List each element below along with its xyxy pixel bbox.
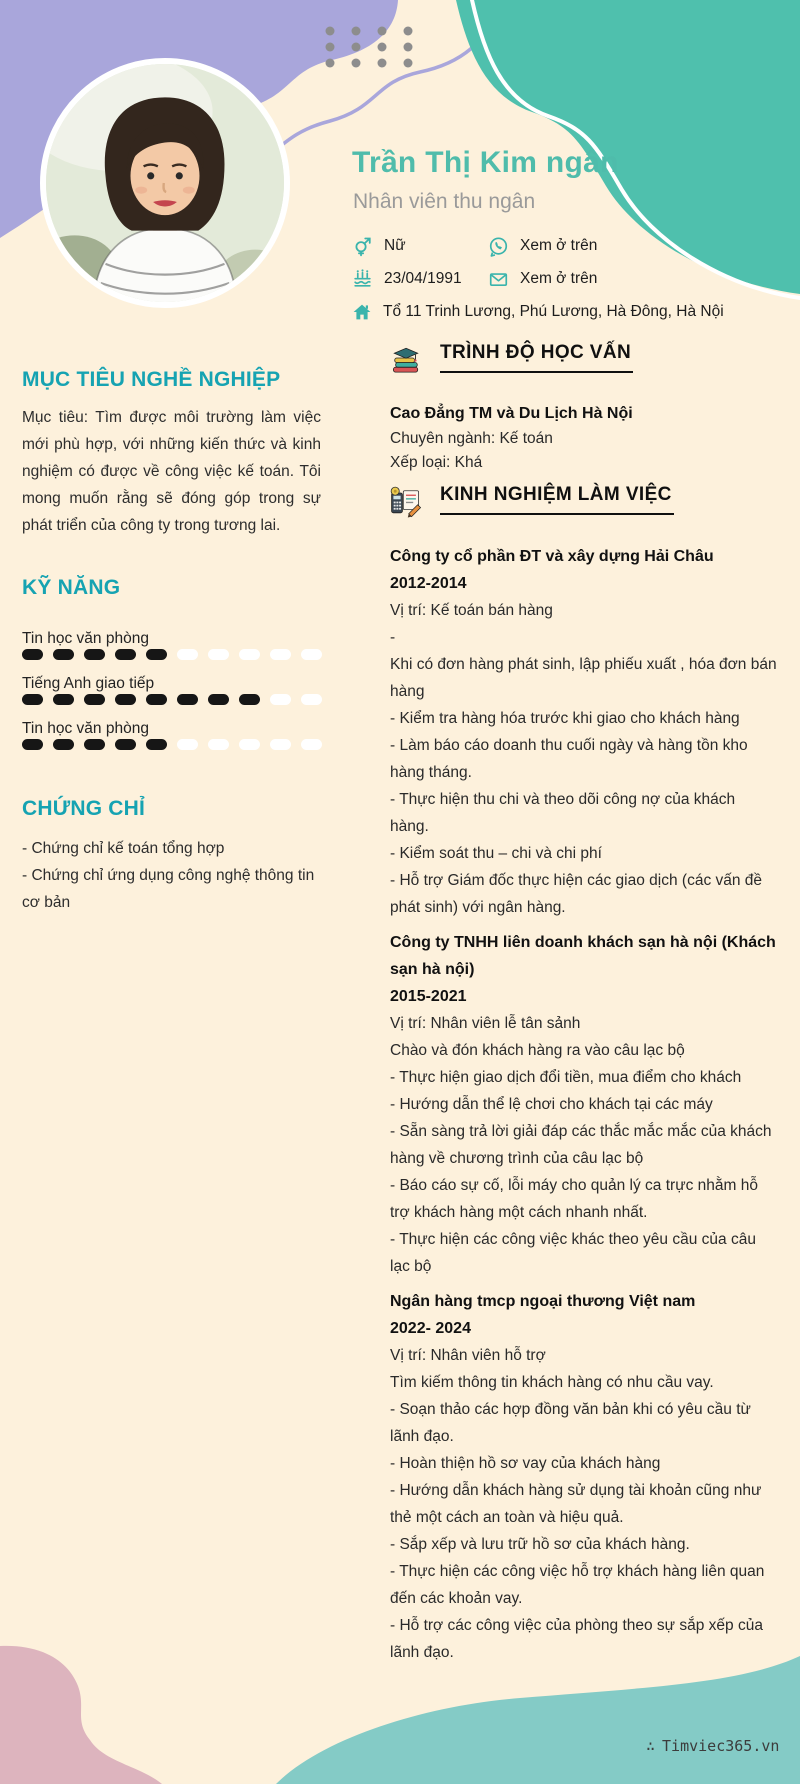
job-detail-line: - Báo cáo sự cố, lỗi máy cho quản lý ca trực nhằm hỗ trợ khách hàng một cách nhanh nhất.: [390, 1177, 758, 1221]
certificate-item: - Chứng chỉ kế toán tổng hợp: [22, 840, 225, 857]
job-period: 2015-2021: [390, 988, 467, 1005]
skill-level-pill: [53, 739, 74, 750]
certificates-list: [22, 835, 322, 916]
job-detail-line: - Sắp xếp và lưu trữ hồ sơ của khách hàng.: [390, 1536, 690, 1553]
experience-notepad-icon: [388, 484, 424, 520]
info-phone: [488, 234, 597, 258]
skill-level-pill: [208, 739, 229, 750]
skill-level-pill: [115, 649, 136, 660]
education-grade: Xếp loại: Khá: [390, 454, 483, 471]
job-entry: [390, 929, 778, 1280]
section-title-skills: KỸ NĂNG: [22, 576, 121, 599]
job-company: Công ty TNHH liên doanh khách sạn hà nội (Khách sạn hà nội): [390, 934, 776, 978]
skill-level-bar: [22, 649, 322, 660]
skill-level-pill: [53, 649, 74, 660]
job-detail-line: - Sẵn sàng trả lời giải đáp các thắc mắc mắc của khách hàng về chương trình của câu lạc bộ: [390, 1123, 772, 1167]
skill-level-pill: [270, 649, 291, 660]
job-company: Công ty cổ phần ĐT và xây dựng Hải Châu: [390, 548, 714, 565]
education-section-header: [388, 342, 633, 378]
info-gender-label: Nữ: [384, 237, 406, 254]
job-detail-line: -: [390, 629, 396, 646]
skill-level-pill: [239, 739, 260, 750]
job-position: Vị trí: Nhân viên lễ tân sảnh: [390, 1015, 581, 1032]
skill-level-pill: [146, 739, 167, 750]
page-title-name: Trần Thị Kim ngân: [352, 146, 619, 179]
skill-label: Tin học văn phòng: [22, 720, 149, 737]
job-detail-line: Khi có đơn hàng phát sinh, lập phiếu xuất , hóa đơn bán hàng: [390, 656, 777, 700]
skill-level-pill: [270, 739, 291, 750]
skill-level-pill: [239, 694, 260, 705]
skill-level-pill: [177, 739, 198, 750]
education-body: [390, 402, 775, 476]
skill-level-pill: [208, 694, 229, 705]
section-title-experience: KINH NGHIỆM LÀM VIỆC: [440, 484, 674, 515]
education-books-icon: [388, 342, 424, 378]
skill-level-pill: [239, 649, 260, 660]
skill-item: [22, 674, 322, 705]
job-detail-line: - Hướng dẫn thể lệ chơi cho khách tại các máy: [390, 1096, 713, 1113]
skill-level-pill: [84, 694, 105, 705]
bottom-right-teal-blob: [276, 1656, 800, 1784]
home-icon: [352, 302, 372, 322]
skill-level-pill: [84, 739, 105, 750]
skill-item: [22, 629, 322, 660]
job-period: 2022- 2024: [390, 1320, 471, 1337]
birthday-icon: [352, 269, 373, 290]
section-title-certificates: CHỨNG CHỈ: [22, 797, 146, 820]
info-phone-label: Xem ở trên: [520, 237, 598, 254]
job-detail-line: - Thực hiện thu chi và theo dõi công nợ của khách hàng.: [390, 791, 736, 835]
avatar: [40, 58, 290, 308]
skill-level-pill: [84, 649, 105, 660]
job-position: Vị trí: Kế toán bán hàng: [390, 602, 553, 619]
skill-level-pill: [22, 694, 43, 705]
section-title-education: TRÌNH ĐỘ HỌC VẤN: [440, 342, 633, 373]
info-address: [352, 300, 724, 324]
experience-section-header: [388, 484, 674, 520]
watermark: [646, 1737, 779, 1755]
skill-level-pill: [115, 739, 136, 750]
skill-level-bar: [22, 694, 322, 705]
skill-item: [22, 719, 322, 750]
skill-level-pill: [177, 694, 198, 705]
skill-level-pill: [146, 649, 167, 660]
email-icon: [488, 269, 509, 290]
job-detail-line: - Hỗ trợ Giám đốc thực hiện các giao dịch (các vấn đề phát sinh) với ngân hàng.: [390, 872, 763, 916]
info-gender: [352, 234, 406, 258]
watermark-logo-icon: ∴: [646, 1737, 656, 1755]
watermark-text: Timviec365.vn: [662, 1737, 780, 1755]
job-detail-line: - Thực hiện các công việc khác theo yêu cầu của câu lạc bộ: [390, 1231, 756, 1275]
section-title-objective: MỤC TIÊU NGHỀ NGHIỆP: [22, 368, 281, 391]
objective-text: Mục tiêu: Tìm được môi trường làm việc mới phù hợp, với những kiến thức và kinh nghiệm có được về công việc kế toán. Tôi mong muốn rằng sẽ đóng góp trong sự phát triển của công ty trong tương lai.: [22, 409, 321, 534]
job-detail-line: - Hướng dẫn khách hàng sử dụng tài khoản cũng như thẻ một cách an toàn và hiệu quả.: [390, 1482, 762, 1526]
job-position: Vị trí: Nhân viên hỗ trợ: [390, 1347, 546, 1364]
skill-level-bar: [22, 739, 322, 750]
info-birthday-label: 23/04/1991: [384, 270, 462, 287]
skill-level-pill: [177, 649, 198, 660]
job-period: 2012-2014: [390, 575, 467, 592]
job-detail-line: - Kiểm tra hàng hóa trước khi giao cho khách hàng: [390, 710, 740, 727]
skill-level-pill: [208, 649, 229, 660]
info-email-label: Xem ở trên: [520, 270, 598, 287]
job-detail-line: Chào và đón khách hàng ra vào câu lạc bộ: [390, 1042, 685, 1059]
job-entry: [390, 1288, 778, 1666]
job-detail-line: - Thực hiện giao dịch đổi tiền, mua điểm cho khách: [390, 1069, 742, 1086]
job-title: Nhân viên thu ngân: [353, 190, 536, 213]
skill-level-pill: [301, 739, 322, 750]
skill-label: Tin học văn phòng: [22, 630, 149, 647]
skill-level-pill: [53, 694, 74, 705]
job-company: Ngân hàng tmcp ngoại thương Việt nam: [390, 1293, 696, 1310]
job-entry: [390, 543, 778, 921]
skill-level-pill: [22, 649, 43, 660]
avatar-illustration: [46, 64, 284, 302]
job-detail-line: - Làm báo cáo doanh thu cuối ngày và hàng tồn kho hàng tháng.: [390, 737, 748, 781]
job-detail-line: - Kiểm soát thu – chi và chi phí: [390, 845, 602, 862]
info-email: [488, 267, 597, 291]
education-school: Cao Đẳng TM và Du Lịch Hà Nội: [390, 405, 633, 422]
gender-icon: [352, 236, 373, 257]
skill-level-pill: [22, 739, 43, 750]
job-detail-line: - Soạn thảo các hợp đồng văn bản khi có yêu cầu từ lãnh đạo.: [390, 1401, 751, 1445]
experience-jobs-list: [390, 543, 778, 1674]
info-birthday: [352, 267, 462, 291]
skill-level-pill: [146, 694, 167, 705]
info-address-label: Tổ 11 Trinh Lương, Phú Lương, Hà Đông, Hà Nội: [383, 303, 724, 320]
certificate-item: - Chứng chỉ ứng dụng công nghệ thông tin cơ bản: [22, 867, 315, 911]
skill-level-pill: [270, 694, 291, 705]
job-detail-line: - Hỗ trợ các công việc của phòng theo sự sắp xếp của lãnh đạo.: [390, 1617, 763, 1661]
skills-list: [22, 629, 322, 764]
job-detail-line: Tìm kiếm thông tin khách hàng có nhu cầu vay.: [390, 1374, 714, 1391]
skill-label: Tiếng Anh giao tiếp: [22, 675, 155, 692]
skill-level-pill: [301, 694, 322, 705]
job-detail-line: - Thực hiện các công việc hỗ trợ khách hàng liên quan đến các khoản vay.: [390, 1563, 765, 1607]
phone-icon: [488, 236, 509, 257]
bottom-left-pink-blob: [0, 1646, 162, 1784]
education-major: Chuyên ngành: Kế toán: [390, 429, 553, 447]
job-detail-line: - Hoàn thiện hồ sơ vay của khách hàng: [390, 1455, 661, 1472]
skill-level-pill: [115, 694, 136, 705]
skill-level-pill: [301, 649, 322, 660]
